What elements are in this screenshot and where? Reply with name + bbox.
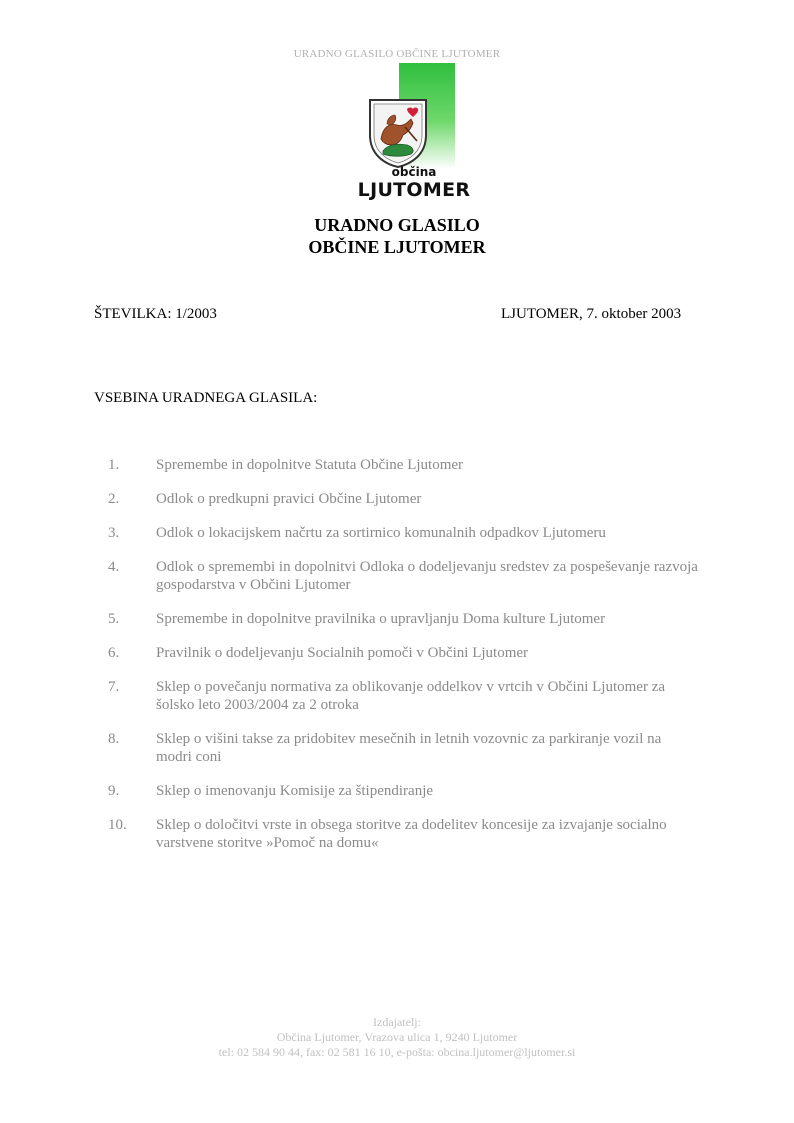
logo-text-ljutomer: LJUTOMER: [357, 179, 471, 201]
toc-item[interactable]: [108, 644, 700, 662]
municipality-logo: [357, 63, 471, 203]
toc-item-text: Odlok o predkupni pravici Občine Ljutomer: [156, 491, 422, 507]
contents-heading: VSEBINA URADNEGA GLASILA:: [94, 390, 318, 406]
toc-item[interactable]: [108, 558, 700, 594]
title-line-1: URADNO GLASILO: [314, 215, 480, 235]
title-line-2: OBČINE LJUTOMER: [308, 237, 486, 257]
toc-item[interactable]: [108, 782, 700, 800]
toc-item[interactable]: [108, 490, 700, 508]
footer-address: Občina Ljutomer, Vrazova ulica 1, 9240 Ljutomer: [276, 1030, 518, 1044]
toc-item[interactable]: [108, 610, 700, 628]
toc-item-text: Odlok o spremembi in dopolnitvi Odloka o dodeljevanju sredstev za pospeševanje razvoja gospodarstva v Občini Ljutomer: [156, 559, 698, 593]
toc-item-text: Sklep o višini takse za pridobitev mesečnih in letnih vozovnic za parkiranje vozil na modri coni: [156, 731, 662, 765]
place-and-date: LJUTOMER, 7. oktober 2003: [501, 306, 682, 322]
toc-item-number: 3.: [108, 525, 120, 541]
toc-item-text: Spremembe in dopolnitve pravilnika o upravljanju Doma kulture Ljutomer: [156, 611, 606, 627]
toc-item-text: Sklep o povečanju normativa za oblikovanje oddelkov v vrtcih v Občini Ljutomer za šolsko leto 2003/2004 za 2 otroka: [156, 679, 666, 713]
publisher-footer: [0, 1015, 794, 1060]
running-header: URADNO GLASILO OBČINE LJUTOMER: [293, 48, 501, 60]
issue-number: ŠTEVILKA: 1/2003: [94, 306, 217, 322]
toc-item-number: 2.: [108, 491, 120, 507]
toc-item-text: Sklep o imenovanju Komisije za štipendiranje: [156, 783, 434, 799]
toc-item-text: Odlok o lokacijskem načrtu za sortirnico komunalnih odpadkov Ljutomeru: [156, 525, 606, 541]
toc-item-number: 6.: [108, 645, 120, 661]
logo-text-obcina: občina: [391, 165, 437, 179]
toc-item[interactable]: [108, 456, 700, 474]
toc-item[interactable]: [108, 816, 700, 852]
toc-item[interactable]: [108, 730, 700, 766]
toc-item-number: 9.: [108, 783, 120, 799]
footer-contact: tel: 02 584 90 44, fax: 02 581 16 10, e-pošta: obcina.ljutomer@ljutomer.si: [218, 1045, 576, 1059]
toc-item-text: Spremembe in dopolnitve Statuta Občine Ljutomer: [156, 457, 464, 473]
toc-item-number: 5.: [108, 611, 120, 627]
toc-item[interactable]: [108, 678, 700, 714]
toc-item[interactable]: [108, 524, 700, 542]
document-title: [0, 214, 794, 258]
toc-item-text: Sklep o določitvi vrste in obsega storitve za dodelitev koncesije za izvajanje socialno varstvene storitve »Pomoč na domu«: [156, 817, 667, 851]
toc-item-text: Pravilnik o dodeljevanju Socialnih pomoči v Občini Ljutomer: [156, 645, 529, 661]
footer-publisher-label: Izdajatelj:: [373, 1015, 421, 1029]
table-of-contents: [108, 456, 700, 852]
toc-item-number: 7.: [108, 679, 120, 695]
toc-item-number: 1.: [108, 457, 120, 473]
coat-of-arms-icon: [367, 97, 429, 169]
toc-item-number: 8.: [108, 731, 120, 747]
toc-item-number: 10.: [108, 817, 127, 833]
toc-item-number: 4.: [108, 559, 120, 575]
